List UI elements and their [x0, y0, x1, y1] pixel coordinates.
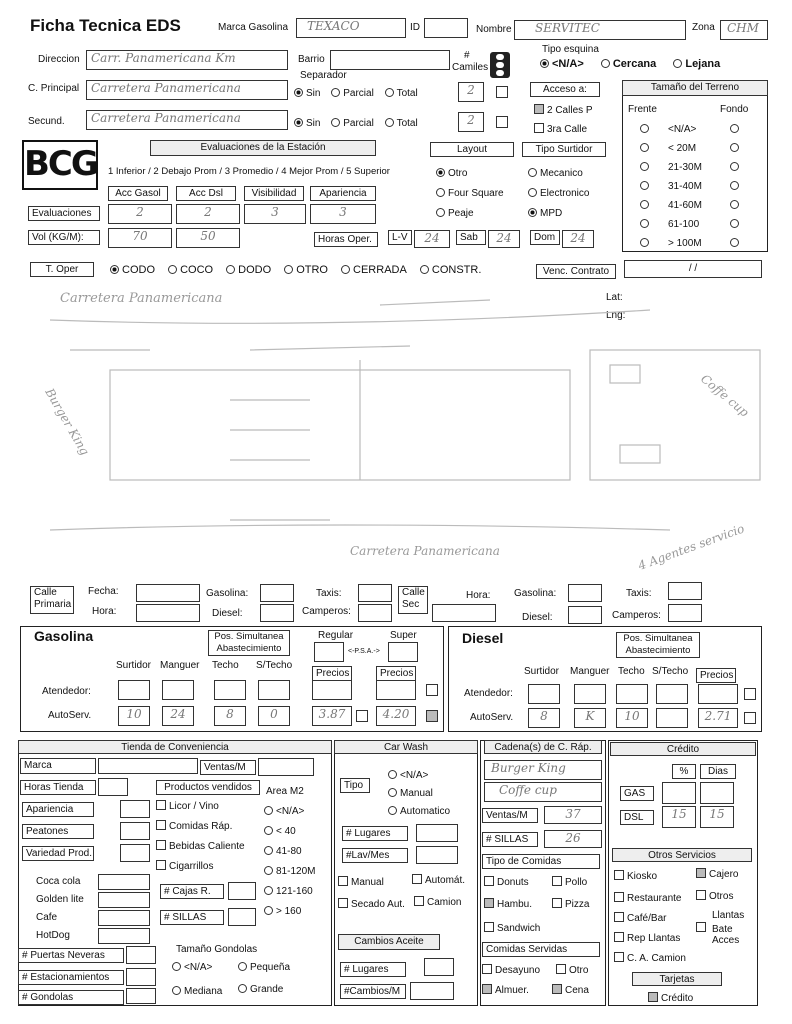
gond-opt-grande[interactable]: Grande [238, 984, 283, 995]
dsl-att-field-2[interactable] [616, 684, 648, 704]
horas-lv-field[interactable]: 24 [414, 230, 450, 248]
cajas-label: # Cajas R. [160, 884, 224, 899]
dsl-precio-check[interactable] [744, 712, 756, 724]
dsl-att-field-4[interactable] [698, 684, 738, 704]
fondo-label: Fondo [720, 104, 749, 115]
tipo-pollo[interactable]: Pollo [552, 876, 587, 888]
super-label: Super [390, 630, 417, 641]
vol-gasol[interactable]: 70 [108, 228, 172, 248]
gasolina-field-p[interactable] [260, 584, 294, 602]
camperos-label-s: Camperos: [612, 610, 661, 621]
eval-acc-dsl[interactable]: 2 [176, 204, 240, 224]
terreno-size-6: > 100M [668, 238, 702, 249]
id-field[interactable] [424, 18, 468, 38]
layout-four-square[interactable]: Four Square [436, 188, 504, 199]
gas-precio-super[interactable]: 4.20 [376, 706, 416, 726]
barrio-field[interactable] [330, 50, 450, 70]
camperos-field-s[interactable] [668, 604, 702, 622]
c-principal-check[interactable] [496, 86, 508, 98]
gas-att-field-2[interactable] [214, 680, 246, 700]
area-opt-4[interactable]: 121-160 [264, 886, 313, 897]
evaluaciones-scale: 1 Inferior / 2 Debajo Prom / 3 Promedio / 4 Mejor Prom / 5 Superior [108, 166, 390, 177]
cadena-ventas-field[interactable]: 37 [544, 806, 602, 824]
col-visibilidad: Visibilidad [244, 186, 304, 201]
gas-col-surtidor: Surtidor [116, 660, 152, 671]
gas-auto-techo[interactable]: 8 [214, 706, 246, 726]
traffic-light-icon [490, 52, 510, 78]
tienda-cat-2: Variedad Prod. [22, 846, 94, 861]
gas-dias-field[interactable] [700, 782, 734, 804]
brand-field-2[interactable] [98, 910, 150, 926]
puertas-label: # Puertas Neveras [18, 948, 124, 963]
cambios-field[interactable] [410, 982, 454, 1000]
horas-dom-label: Dom [530, 230, 560, 245]
cw-opt-manual[interactable]: Manual [388, 788, 433, 799]
tarjetas-title: Tarjetas [632, 972, 722, 986]
serv-restaurante[interactable]: Restaurante [614, 892, 681, 904]
cambios-label: #Cambios/M [340, 984, 406, 999]
radio-cercana-icon[interactable] [601, 59, 610, 68]
hora-label-p: Hora: [92, 606, 117, 617]
gas-col-techo: Techo [212, 660, 239, 671]
area-opt-5[interactable]: > 160 [264, 906, 301, 917]
brand-field-1[interactable] [98, 892, 150, 908]
camperos-field-p[interactable] [358, 604, 392, 622]
toper-options[interactable]: CODO COCO DODO OTRO CERRADA CONSTR. [110, 264, 481, 276]
frente-radio-6[interactable] [640, 238, 652, 249]
dsl-atendedor-label: Atendedor: [464, 688, 513, 699]
gas-att-field-3[interactable] [258, 680, 290, 700]
brand-0: Coca cola [36, 876, 81, 887]
diesel-field-p[interactable] [260, 604, 294, 622]
prod-0[interactable]: Licor / Vino [156, 800, 219, 812]
c-secund-check[interactable] [496, 116, 508, 128]
id-label: ID [410, 22, 420, 33]
gas-precios-reg: Precios [312, 666, 352, 681]
gas-att-field-0[interactable] [118, 680, 150, 700]
dsl-dias-field[interactable]: 15 [700, 806, 734, 828]
tienda-marca-field[interactable] [98, 758, 198, 774]
serv-llantas-chk[interactable] [696, 922, 709, 934]
gas-col-stecho: S/Techo [256, 660, 293, 671]
tipo-hambu[interactable]: Hambu. [484, 898, 532, 910]
page-title: Ficha Tecnica EDS [30, 16, 181, 35]
gasolina-label-s: Gasolina: [514, 588, 557, 599]
super-field[interactable] [388, 642, 418, 662]
contrato-label: Venc. Contrato [536, 264, 616, 279]
horas-label: Horas Oper. [314, 232, 378, 247]
eval-apariencia[interactable]: 3 [310, 204, 376, 224]
col-acc-gasol: Acc Gasol [108, 186, 168, 201]
brand-field-3[interactable] [98, 928, 150, 944]
gas-reg-check[interactable] [356, 710, 368, 722]
separador-label: Separador [300, 70, 347, 81]
frente-radio-3[interactable] [640, 181, 652, 192]
gas-pct-field[interactable] [662, 782, 696, 804]
aceite-lugares-label: # Lugares [340, 962, 406, 977]
area-label: Area M2 [266, 786, 304, 797]
gas-auto-manguer[interactable]: 24 [162, 706, 194, 726]
credito-title: Crédito [610, 742, 756, 756]
area-opt-2[interactable]: 41-80 [264, 846, 302, 857]
cajas-field[interactable] [228, 882, 256, 900]
radio-na-icon[interactable] [540, 59, 549, 68]
gas-precio-regular[interactable]: 3.87 [312, 706, 352, 726]
tienda-cat-field-0[interactable] [120, 800, 150, 818]
tienda-ventas-label: Ventas/M [200, 760, 256, 775]
c-principal-num[interactable]: 2 [458, 82, 484, 102]
terreno-title: Tamaño del Terreno [622, 80, 768, 96]
dsl-auto-stecho[interactable] [656, 708, 688, 728]
fondo-radio-0[interactable] [730, 124, 742, 135]
cadena-sillas-field[interactable]: 26 [544, 830, 602, 848]
diesel-field-s[interactable] [568, 606, 602, 624]
terreno-size-5: 61-100 [668, 219, 700, 230]
cw-opt-auto[interactable]: Automatico [388, 806, 450, 817]
fondo-radio-2[interactable] [730, 162, 742, 173]
cw-lugares-field[interactable] [416, 824, 458, 842]
zona-field[interactable]: CHM [720, 20, 768, 40]
serv-bate-acces: Bate Acces [712, 924, 740, 946]
tienda-ventas-field[interactable] [258, 758, 314, 776]
dias-label: Dias [700, 764, 736, 779]
gas-atendedor-label: Atendedor: [42, 686, 91, 697]
gas-auto-surtidor[interactable]: 10 [118, 706, 150, 726]
cw-lav-field[interactable] [416, 846, 458, 864]
serv-kiosko[interactable]: Kiosko [614, 870, 657, 882]
prod-3[interactable]: Cigarrillos [156, 860, 213, 872]
c-secund-separador[interactable]: Sin Parcial Total [294, 118, 418, 129]
taxis-field-s[interactable] [668, 582, 702, 600]
layout-label: Layout [430, 142, 514, 157]
fondo-radio-3[interactable] [730, 181, 742, 192]
serv-ca-camion[interactable]: C. A. Camion [614, 952, 686, 964]
barrio-label: Barrio [298, 54, 325, 65]
dsl-col-surtidor: Surtidor [524, 666, 560, 677]
dsl-col-techo: Techo [618, 666, 645, 677]
cw-lugares-label: # Lugares [342, 826, 408, 841]
otros-servicios-title: Otros Servicios [612, 848, 752, 862]
frente-radio-4[interactable] [640, 200, 652, 211]
tipo-pizza[interactable]: Pizza [552, 898, 589, 910]
tienda-title: Tienda de Conveniencia [18, 740, 332, 754]
calle-sec-label: Calle Sec [398, 586, 428, 614]
cw-automat-chk[interactable]: Automát. [412, 874, 465, 886]
dsl-col-stecho: S/Techo [652, 666, 689, 677]
hora-field-s[interactable] [432, 604, 496, 622]
camiles-label: Camiles [452, 62, 489, 73]
estac-label: # Estacionamientos [18, 970, 124, 985]
diesel-title: Diesel [462, 630, 504, 646]
carwash-tipo-label: Tipo [340, 778, 370, 793]
serv-desayuno[interactable]: Desayuno [482, 964, 540, 976]
lng-label: Lng: [606, 310, 626, 321]
direccion-label: Direccion [38, 54, 80, 65]
prod-2[interactable]: Bebidas Caliente [156, 840, 245, 852]
tipo-comidas-label: Tipo de Comidas [482, 854, 600, 869]
serv-otro[interactable]: Otro [556, 964, 588, 976]
serv-otros[interactable]: Otros [696, 890, 733, 902]
sketch-right: Coffe cup [698, 371, 752, 420]
prod-1[interactable]: Comidas Ráp. [156, 820, 232, 832]
tarjeta-credito[interactable]: Crédito [648, 992, 693, 1004]
fondo-radio-1[interactable] [730, 143, 742, 154]
serv-cajero[interactable]: Cajero [696, 868, 738, 880]
site-sketch [30, 280, 780, 580]
tipo-esquina-label: Tipo esquina [542, 44, 599, 55]
dsl-att-field-1[interactable] [574, 684, 606, 704]
dsl-att-field-0[interactable] [528, 684, 560, 704]
serv-cena[interactable]: Cena [552, 984, 589, 996]
tienda-sillas-label: # SILLAS [160, 910, 224, 925]
carwash-title: Car Wash [334, 740, 478, 754]
terreno-size-4: 41-60M [668, 200, 702, 211]
dsl-pct-field[interactable]: 15 [662, 806, 696, 828]
toper-label: T. Oper [30, 262, 94, 277]
gas-sup-check[interactable] [426, 710, 438, 722]
area-opt-1[interactable]: < 40 [264, 826, 296, 837]
col-acc-dsl: Acc Dsl [176, 186, 236, 201]
dsl-auto-manguer[interactable]: K [574, 708, 606, 728]
c-principal-field[interactable]: Carretera Panamericana [86, 80, 288, 100]
col-apariencia: Apariencia [310, 186, 376, 201]
hora-label-s: Hora: [466, 590, 491, 601]
fondo-radio-5[interactable] [730, 219, 742, 230]
gondolas-field[interactable] [126, 988, 156, 1004]
serv-rep-llantas[interactable]: Rep Llantas [614, 932, 680, 944]
tienda-cat-field-2[interactable] [120, 844, 150, 862]
dsl-credit-label: DSL [620, 810, 654, 825]
estac-field[interactable] [126, 968, 156, 986]
tipo-donuts[interactable]: Donuts [484, 876, 529, 888]
fondo-radio-6[interactable] [730, 238, 742, 249]
tienda-marca-label: Marca [20, 758, 96, 774]
radio-lejana-icon[interactable] [673, 59, 682, 68]
dsl-precios: Precios [696, 668, 736, 683]
evaluaciones-row-label: Evaluaciones [28, 206, 100, 221]
eval-acc-gasol[interactable]: 2 [108, 204, 172, 224]
terreno-size-1: < 20M [668, 143, 697, 154]
terreno-size-0: <N/A> [668, 124, 697, 135]
gas-pos-label: Pos. Simultanea Abastecimiento [208, 630, 290, 656]
diesel-label-p: Diesel: [212, 608, 243, 619]
gas-att-field-4[interactable] [312, 680, 352, 700]
nombre-field[interactable]: SERVITEC [514, 20, 686, 40]
cadena-ventas-label: Ventas/M [482, 808, 538, 823]
vol-dsl[interactable]: 50 [176, 228, 240, 248]
lat-label: Lat: [606, 292, 623, 303]
aceite-lugares-field[interactable] [424, 958, 454, 976]
bcg-logo: BCG [22, 140, 98, 190]
terreno-size-2: 21-30M [668, 162, 702, 173]
dsl-att-field-3[interactable] [656, 684, 688, 704]
contrato-field[interactable]: / / [624, 260, 762, 278]
gond-opt-na[interactable]: <N/A> [172, 962, 212, 973]
gas-credit-label: GAS [620, 786, 654, 801]
terreno-size-3: 31-40M [668, 181, 702, 192]
horas-dom-field[interactable]: 24 [562, 230, 594, 248]
cadena-field-1[interactable]: Burger King [484, 760, 602, 780]
tam-gond-label: Tamaño Gondolas [176, 944, 258, 955]
gas-att-check[interactable] [426, 684, 438, 696]
dsl-precio[interactable]: 2.71 [698, 708, 738, 728]
dsl-auto-techo[interactable]: 10 [616, 708, 648, 728]
horas-lv-label: L-V [388, 230, 412, 245]
sketch-road-bottom: Carretera Panamericana [350, 544, 500, 558]
tienda-cat-1: Peatones [22, 824, 94, 839]
surtidor-label: Tipo Surtidor [522, 142, 606, 157]
area-opt-3[interactable]: 81-120M [264, 866, 315, 877]
cw-camion-chk[interactable]: Camion [414, 896, 461, 908]
taxis-label-p: Taxis: [316, 588, 342, 599]
evaluaciones-title: Evaluaciones de la Estación [150, 140, 376, 156]
tienda-horas-field[interactable] [98, 778, 128, 796]
gond-opt-pequena[interactable]: Pequeña [238, 962, 290, 973]
diesel-label-s: Diesel: [522, 612, 553, 623]
dsl-pos-label: Pos. Simultanea Abastecimiento [616, 632, 700, 658]
surtidor-mecanico[interactable]: Mecanico [528, 168, 583, 179]
frente-label: Frente [628, 104, 657, 115]
brand-1: Golden lite [36, 894, 84, 905]
fecha-label: Fecha: [88, 586, 119, 597]
regular-field[interactable] [314, 642, 344, 662]
direccion-field[interactable]: Carr. Panamericana Km [86, 50, 288, 70]
nombre-label: Nombre [476, 24, 512, 35]
cw-manual-chk[interactable]: Manual [338, 876, 384, 888]
gas-auto-stecho[interactable]: 0 [258, 706, 290, 726]
cw-opt-na[interactable]: <N/A> [388, 770, 428, 781]
cadena-sillas-label: # SILLAS [482, 832, 538, 847]
eval-visibilidad[interactable]: 3 [244, 204, 306, 224]
camiles-hash: # [464, 50, 470, 61]
horas-sab-field[interactable]: 24 [488, 230, 520, 248]
serv-almuer[interactable]: Almuer. [482, 984, 529, 996]
taxis-label-s: Taxis: [626, 588, 652, 599]
acceso-opt2[interactable]: 3ra Calle [534, 123, 587, 135]
dsl-att-check[interactable] [744, 688, 756, 700]
gas-col-manguer: Manguer [160, 660, 200, 671]
frente-radio-2[interactable] [640, 162, 652, 173]
puertas-field[interactable] [126, 946, 156, 964]
cw-lav-label: #Lav/Mes [342, 848, 408, 863]
horas-sab-label: Sab [456, 230, 486, 245]
psa-label: <-P.S.A.-> [348, 648, 380, 655]
c-secund-label: Secund. [28, 116, 65, 127]
tipo-sandwich[interactable]: Sandwich [484, 922, 540, 934]
dsl-autoserv-label: AutoServ. [470, 712, 514, 723]
dsl-auto-surtidor[interactable]: 8 [528, 708, 560, 728]
layout-peaje[interactable]: Peaje [436, 208, 474, 219]
brand-field-0[interactable] [98, 874, 150, 890]
gondolas-label: # Gondolas [18, 990, 124, 1005]
gas-att-field-1[interactable] [162, 680, 194, 700]
taxis-field-p[interactable] [358, 584, 392, 602]
layout-otro[interactable]: Otro [436, 168, 467, 179]
brand-2: Cafe [36, 912, 58, 923]
cw-secado-chk[interactable]: Secado Aut. [338, 898, 405, 910]
gasolina-label-p: Gasolina: [206, 588, 249, 599]
c-principal-separador[interactable]: Sin Parcial Total [294, 88, 418, 99]
productos-label: Productos vendidos [156, 780, 260, 795]
camperos-label-p: Camperos: [302, 606, 351, 617]
tipo-esquina-options[interactable]: <N/A> Cercana Lejana [540, 58, 720, 70]
gas-att-field-5[interactable] [376, 680, 416, 700]
serv-llantas-label: Llantas [712, 910, 745, 921]
gond-opt-mediana[interactable]: Mediana [172, 986, 222, 997]
gas-precios-sup: Precios [376, 666, 416, 681]
fecha-field[interactable] [136, 584, 200, 602]
serv-cafe-bar[interactable]: Café/Bar [614, 912, 666, 924]
c-principal-label: C. Principal [28, 83, 80, 94]
acceso-label: Acceso a: [530, 82, 600, 97]
aceite-title: Cambios Aceite [338, 934, 440, 950]
surtidor-electronico[interactable]: Electronico [528, 188, 589, 199]
vol-label: Vol (KG/M): [28, 230, 100, 245]
calle-primaria-label: Calle Primaria [30, 586, 74, 614]
hora-field-p[interactable] [136, 604, 200, 622]
gasolina-field-s[interactable] [568, 584, 602, 602]
acceso-opt1[interactable]: 2 Calles P [534, 104, 593, 116]
tienda-horas-label: Horas Tienda [20, 780, 96, 795]
frente-radio-1[interactable] [640, 143, 652, 154]
tienda-cat-field-1[interactable] [120, 822, 150, 840]
brand-3: HotDog [36, 930, 70, 941]
frente-radio-5[interactable] [640, 219, 652, 230]
dsl-col-manguer: Manguer [570, 666, 610, 677]
cadena-field-2[interactable]: Coffe cup [484, 782, 602, 802]
sketch-left: Burger King [42, 385, 92, 458]
sketch-bottom-right: 4 Agentes servicio [636, 521, 747, 573]
frente-radio-0[interactable] [640, 124, 652, 135]
zona-label: Zona [692, 22, 715, 33]
gas-autoserv-label: AutoServ. [48, 710, 92, 721]
gasolina-title: Gasolina [34, 628, 94, 644]
marca-field[interactable]: TEXACO [296, 18, 406, 38]
c-secund-num[interactable]: 2 [458, 112, 484, 132]
comidas-servidas-label: Comidas Servidas [482, 942, 600, 957]
pct-label: % [672, 764, 696, 779]
tienda-sillas-field[interactable] [228, 908, 256, 926]
area-opt-0[interactable]: <N/A> [264, 806, 304, 817]
sketch-road-top: Carretera Panamericana [60, 291, 223, 306]
tienda-cat-0: Apariencia [22, 802, 94, 817]
c-secund-field[interactable]: Carretera Panamericana [86, 110, 288, 130]
marca-label: Marca Gasolina [218, 22, 289, 33]
surtidor-mpd[interactable]: MPD [528, 208, 562, 219]
regular-label: Regular [318, 630, 354, 641]
cadena-title: Cadena(s) de C. Ráp. [484, 740, 602, 754]
fondo-radio-4[interactable] [730, 200, 742, 211]
